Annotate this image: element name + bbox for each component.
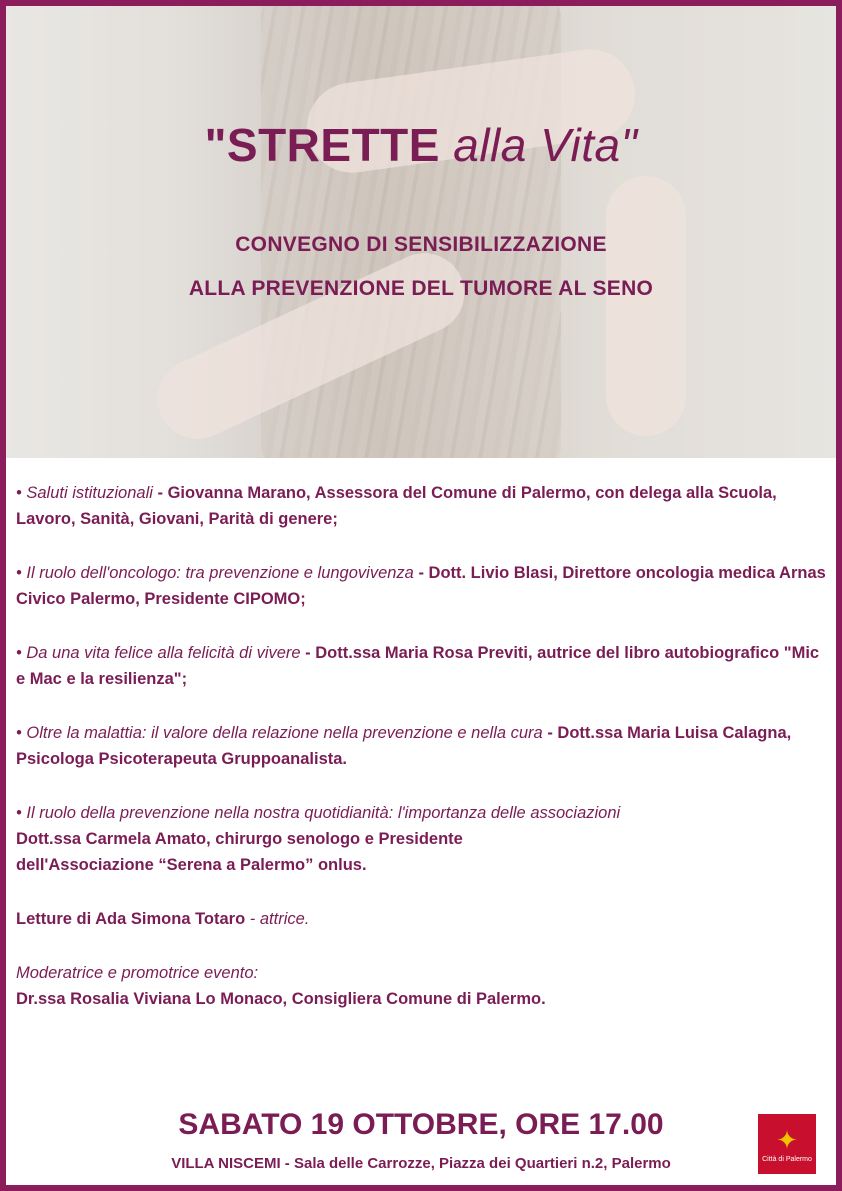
program-item (16, 480, 828, 532)
program-speaker: - Dott.ssa Maria Rosa Previti, autrice del libro autobiografico "Mic e Mac e la resilienza"; (16, 644, 820, 688)
program-speaker: Dott.ssa Carmela Amato, chirurgo senologo e Presidente (16, 830, 463, 848)
program-speaker: - Dott.ssa Maria Luisa Calagna, Psicologa Psicoterapeuta Gruppoanalista. (16, 724, 792, 768)
program-speaker: dell'Associazione “Serena a Palermo” onlus. (16, 856, 367, 874)
readings-line (16, 906, 828, 932)
event-date: SABATO 19 OTTOBRE, ORE 17.00 (178, 1108, 664, 1141)
program-topic: • Saluti istituzionali (16, 484, 153, 502)
program-topic: • Il ruolo della prevenzione nella nostra quotidianità: l'importanza delle associazioni (16, 804, 621, 822)
title-bold: "STRETTE (204, 119, 440, 171)
moderator-name: Dr.ssa Rosalia Viviana Lo Monaco, Consigliera Comune di Palermo. (16, 990, 546, 1008)
hero-image (6, 6, 836, 458)
logo-text: Città di Palermo (762, 1155, 812, 1163)
subtitle-line-1: CONVEGNO DI SENSIBILIZZAZIONE (235, 233, 607, 256)
moderator-label: Moderatrice e promotrice evento: (16, 964, 259, 982)
program-item (16, 800, 828, 878)
program-speaker: - Dott. Livio Blasi, Direttore oncologia medica Arnas Civico Palermo, Presidente CIPOMO; (16, 564, 826, 608)
event-title (0, 118, 842, 172)
moderator-block (16, 960, 828, 1012)
eagle-icon: ✦ (776, 1124, 798, 1155)
event-venue (0, 1155, 842, 1172)
program-topic: • Il ruolo dell'oncologo: tra prevenzione e lungovivenza (16, 564, 414, 582)
title-italic: alla Vita" (453, 119, 638, 171)
reader-name: Letture di Ada Simona Totaro (16, 910, 246, 928)
program-speaker: - Giovanna Marano, Assessora del Comune di Palermo, con delega alla Scuola, Lavoro, Sanità, Giovani, Parità di genere; (16, 484, 777, 528)
program-topic: • Da una vita felice alla felicità di vivere (16, 644, 301, 662)
program-item (16, 560, 828, 612)
program-item (16, 640, 828, 692)
venue-address: - Sala delle Carrozze, Piazza dei Quartieri n.2, Palermo (280, 1155, 671, 1172)
city-of-palermo-logo (758, 1114, 816, 1174)
program-topic: • Oltre la malattia: il valore della relazione nella prevenzione e nella cura (16, 724, 543, 742)
subtitle-line-2: ALLA PREVENZIONE DEL TUMORE AL SENO (188, 277, 654, 300)
venue-name: VILLA NISCEMI (171, 1155, 281, 1172)
program-item (16, 720, 828, 772)
reader-role: - attrice. (245, 910, 310, 928)
program-list (16, 480, 828, 1040)
